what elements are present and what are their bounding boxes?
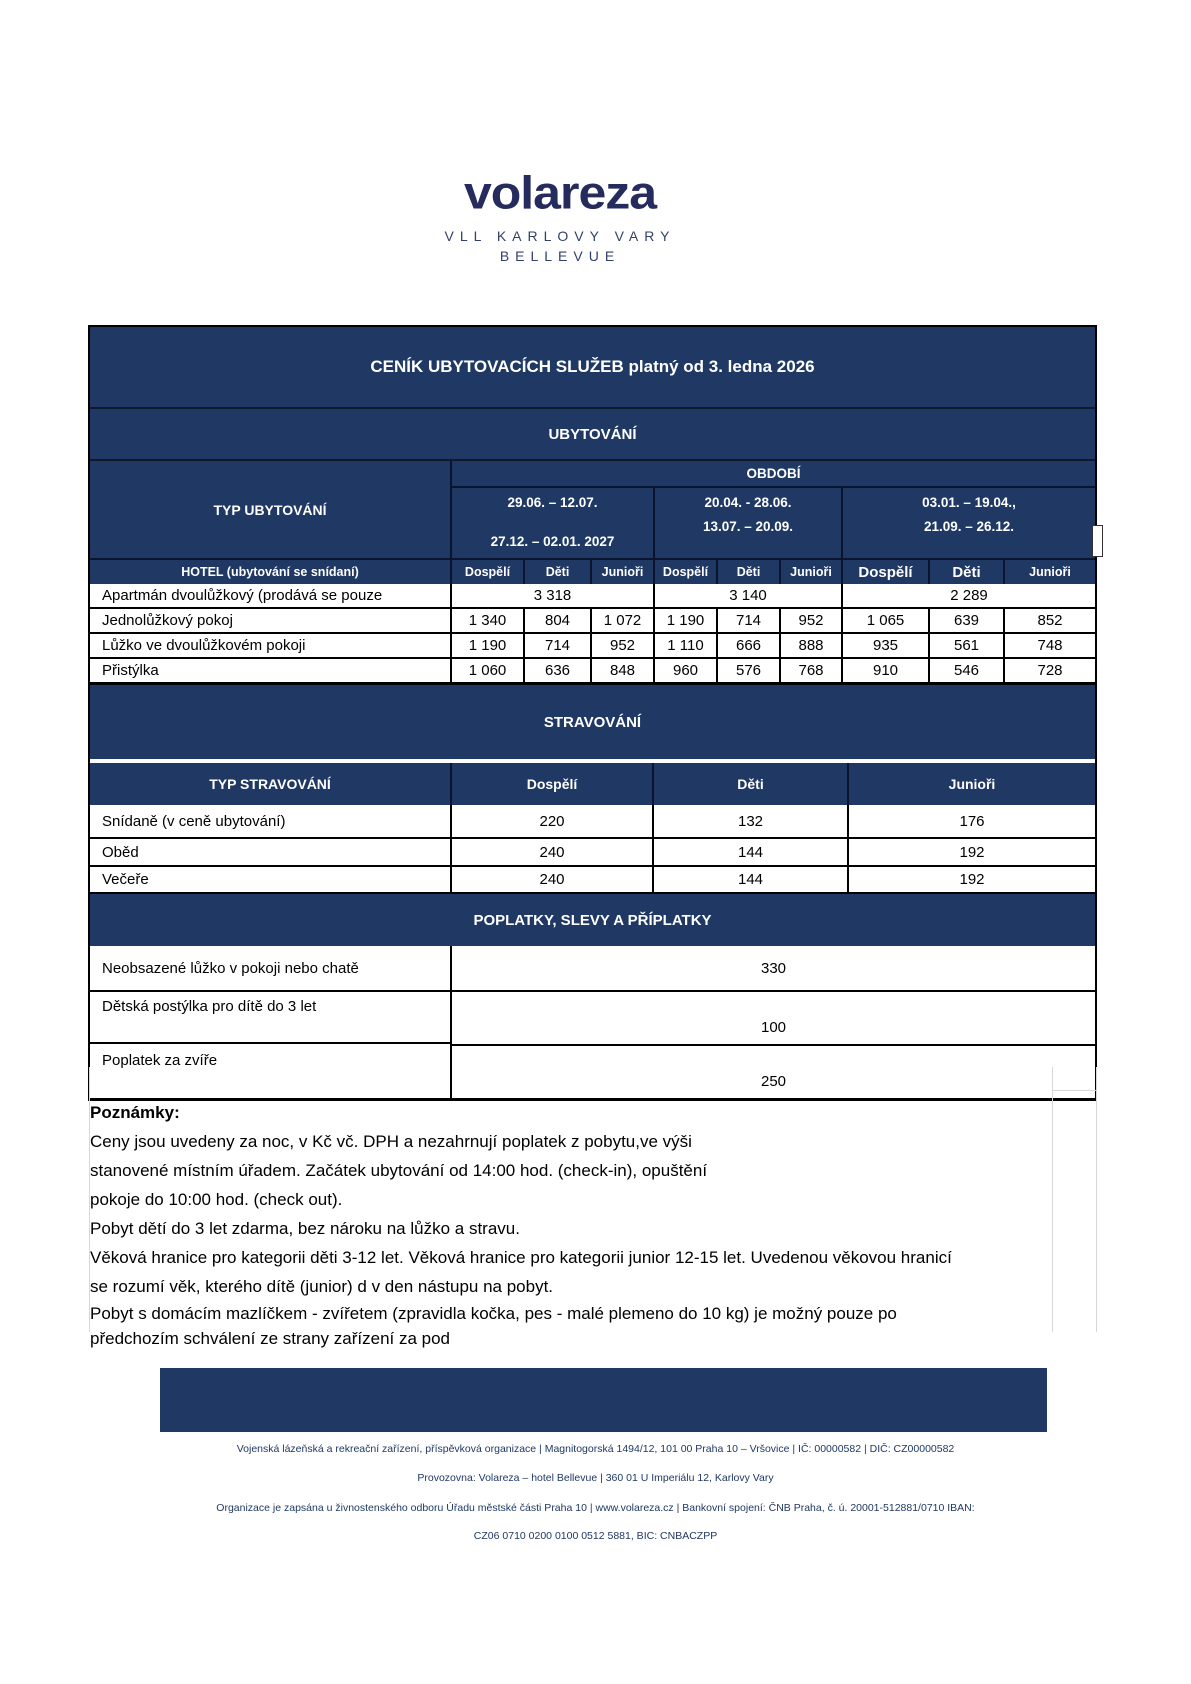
price-cell: 935 bbox=[841, 634, 928, 657]
price-cell: 639 bbox=[928, 609, 1003, 632]
period-1-line2: 27.12. – 02.01. 2027 bbox=[490, 534, 615, 549]
guest-type-adults: Dospělí bbox=[450, 763, 652, 805]
price-cell: 132 bbox=[652, 805, 847, 837]
logo-subtitle: VLL KARLOVY VARY bbox=[444, 228, 676, 244]
meal-label: Snídaně (v ceně ubytování) bbox=[102, 812, 286, 830]
meal-label: Večeře bbox=[102, 871, 149, 888]
price-cell: 2 289 bbox=[841, 584, 1095, 607]
table-row-dinner bbox=[90, 867, 1095, 894]
table-row-extra-bed bbox=[90, 659, 1095, 685]
price-cell: 636 bbox=[523, 659, 590, 682]
guest-type-juniors: Junioři bbox=[1003, 560, 1095, 584]
meal-label: Oběd bbox=[102, 843, 139, 861]
table-row-bed-double-room bbox=[90, 634, 1095, 659]
fee-value: 250 bbox=[450, 1046, 1095, 1098]
price-cell: 666 bbox=[716, 634, 779, 657]
footer bbox=[0, 1443, 1191, 1542]
price-cell: 192 bbox=[847, 839, 1095, 865]
guest-type-children: Děti bbox=[716, 560, 779, 584]
fee-value: 330 bbox=[450, 946, 1095, 992]
price-table bbox=[88, 325, 1097, 1101]
price-cell: 546 bbox=[928, 659, 1003, 682]
period-2-line2: 13.07. – 20.09. bbox=[702, 519, 794, 534]
period-3-line2: 21.09. – 26.12. bbox=[923, 519, 1015, 534]
period-2-line1: 20.04. - 28.06. bbox=[704, 495, 792, 510]
meals-header-row bbox=[90, 763, 1095, 805]
price-cell: 1 190 bbox=[653, 609, 716, 632]
table-row-lunch bbox=[90, 839, 1095, 867]
selection-artifact bbox=[1092, 525, 1103, 557]
price-cell: 192 bbox=[847, 867, 1095, 892]
price-cell: 144 bbox=[652, 867, 847, 892]
table-row-apartment bbox=[90, 584, 1095, 609]
guest-type-children: Děti bbox=[652, 763, 847, 805]
price-cell: 176 bbox=[847, 805, 1095, 837]
price-cell: 1 340 bbox=[450, 609, 523, 632]
note-line: Pobyt s domácím mazlíčkem - zvířetem (zpravidla kočka, pes - malé plemeno do 10 kg) je možný pouze po bbox=[90, 1304, 897, 1323]
period-1-line1: 29.06. – 12.07. bbox=[507, 495, 598, 510]
faint-gridline bbox=[89, 1067, 90, 1332]
faint-gridline bbox=[1096, 1067, 1097, 1332]
guest-type-adults: Dospělí bbox=[841, 560, 928, 584]
price-cell: 576 bbox=[716, 659, 779, 682]
note-line: Ceny jsou uvedeny za noc, v Kč vč. DPH a nezahrnují poplatek z pobytu,ve výši bbox=[90, 1132, 692, 1151]
period-2 bbox=[653, 488, 841, 558]
price-cell: 1 065 bbox=[841, 609, 928, 632]
price-cell: 220 bbox=[450, 805, 652, 837]
footer-line: Organizace je zapsána u živnostenského odboru Úřadu městské části Praha 10 | www.volareza.cz | Bankovní spojení: ČNB Praha, č. ú. 20001-512881/0710 IBAN: bbox=[216, 1502, 975, 1514]
price-cell: 888 bbox=[779, 634, 841, 657]
price-cell: 1 072 bbox=[590, 609, 653, 632]
price-cell: 768 bbox=[779, 659, 841, 682]
fee-label: Poplatek za zvíře bbox=[90, 1046, 450, 1096]
price-cell: 960 bbox=[653, 659, 716, 682]
fee-value: 100 bbox=[450, 992, 1095, 1046]
period-1 bbox=[450, 488, 653, 558]
guest-type-adults: Dospělí bbox=[450, 560, 523, 584]
price-cell: 714 bbox=[523, 634, 590, 657]
hotel-subheader-row bbox=[90, 558, 1095, 584]
section-fees: POPLATKY, SLEVY A PŘÍPLATKY bbox=[90, 894, 1095, 946]
table-row-single-room bbox=[90, 609, 1095, 634]
price-cell: 952 bbox=[779, 609, 841, 632]
footer-line: CZ06 0710 0200 0100 0512 5881, BIC: CNBACZPP bbox=[473, 1530, 718, 1542]
notes-heading: Poznámky: bbox=[90, 1103, 180, 1122]
notes-section bbox=[90, 1098, 1020, 1351]
note-line: Věková hranice pro kategorii děti 3-12 let. Věková hranice pro kategorii junior 12-15 let. Uvedenou věkovou hranicí bbox=[90, 1248, 952, 1267]
price-cell: 748 bbox=[1003, 634, 1095, 657]
fees-table bbox=[90, 946, 1095, 1101]
period-header: OBDOBÍ bbox=[450, 461, 1095, 488]
price-cell: 3 140 bbox=[653, 584, 841, 607]
note-line: stanovené místním úřadem. Začátek ubytování od 14:00 hod. (check-in), opuštění bbox=[90, 1161, 708, 1180]
fee-label: Dětská postýlka pro dítě do 3 let bbox=[90, 992, 450, 1044]
room-type-label: Lůžko ve dvoulůžkovém pokoji bbox=[102, 637, 306, 654]
table-row-breakfast bbox=[90, 805, 1095, 839]
faint-gridline bbox=[1052, 1090, 1097, 1091]
note-line: pokoje do 10:00 hod. (check out). bbox=[90, 1190, 343, 1209]
hotel-header-label: HOTEL (ubytování se snídaní) bbox=[181, 565, 359, 579]
price-cell: 1 190 bbox=[450, 634, 523, 657]
section-accommodation: UBYTOVÁNÍ bbox=[90, 407, 1095, 461]
faint-gridline bbox=[1052, 1067, 1053, 1332]
price-cell: 3 318 bbox=[450, 584, 653, 607]
type-of-meals-header: TYP STRAVOVÁNÍ bbox=[209, 776, 331, 792]
note-line: se rozumí věk, kterého dítě (junior) d v den nástupu na pobyt. bbox=[90, 1277, 554, 1296]
price-cell: 144 bbox=[652, 839, 847, 865]
price-cell: 952 bbox=[590, 634, 653, 657]
accommodation-header bbox=[90, 461, 1095, 558]
price-cell: 804 bbox=[523, 609, 590, 632]
price-cell: 714 bbox=[716, 609, 779, 632]
price-cell: 728 bbox=[1003, 659, 1095, 682]
document-title: CENÍK UBYTOVACÍCH SLUŽEB platný od 3. ledna 2026 bbox=[90, 327, 1095, 407]
guest-type-juniors: Junioři bbox=[590, 560, 653, 584]
type-of-accommodation-header: TYP UBYTOVÁNÍ bbox=[213, 501, 327, 518]
room-type-label: Jednolůžkový pokoj bbox=[102, 612, 233, 629]
guest-type-children: Děti bbox=[928, 560, 1003, 584]
note-line: Pobyt dětí do 3 let zdarma, bez nároku na lůžko a stravu. bbox=[90, 1219, 520, 1238]
price-cell: 1 110 bbox=[653, 634, 716, 657]
logo bbox=[360, 168, 760, 264]
guest-type-children: Děti bbox=[523, 560, 590, 584]
price-cell: 561 bbox=[928, 634, 1003, 657]
price-cell: 910 bbox=[841, 659, 928, 682]
footer-banner bbox=[160, 1368, 1047, 1432]
footer-line: Provozovna: Volareza – hotel Bellevue | 360 01 U Imperiálu 12, Karlovy Vary bbox=[417, 1472, 774, 1484]
footer-line: Vojenská lázeňská a rekreační zařízení, příspěvková organizace | Magnitogorská 1494/12, 101 00 Praha 10 – Vršovice | IČ: 00000582 | DIČ: CZ00000582 bbox=[236, 1443, 955, 1455]
guest-type-juniors: Junioři bbox=[779, 560, 841, 584]
price-cell: 852 bbox=[1003, 609, 1095, 632]
logo-wordmark: volareza bbox=[463, 167, 657, 219]
fee-label: Neobsazené lůžko v pokoji nebo chatě bbox=[90, 946, 450, 992]
price-cell: 240 bbox=[450, 867, 652, 892]
note-line: předchozím schválení ze strany zařízení za pod bbox=[90, 1329, 451, 1348]
room-type-label: Apartmán dvoulůžkový (prodává se pouze bbox=[102, 587, 383, 604]
period-3 bbox=[841, 488, 1095, 558]
guest-type-adults: Dospělí bbox=[653, 560, 716, 584]
price-cell: 240 bbox=[450, 839, 652, 865]
guest-type-juniors: Junioři bbox=[847, 763, 1095, 805]
period-3-line1: 03.01. – 19.04., bbox=[922, 495, 1016, 510]
section-meals: STRAVOVÁNÍ bbox=[90, 685, 1095, 759]
price-cell: 848 bbox=[590, 659, 653, 682]
room-type-label: Přistýlka bbox=[102, 662, 159, 679]
price-cell: 1 060 bbox=[450, 659, 523, 682]
logo-location: BELLEVUE bbox=[499, 248, 621, 264]
